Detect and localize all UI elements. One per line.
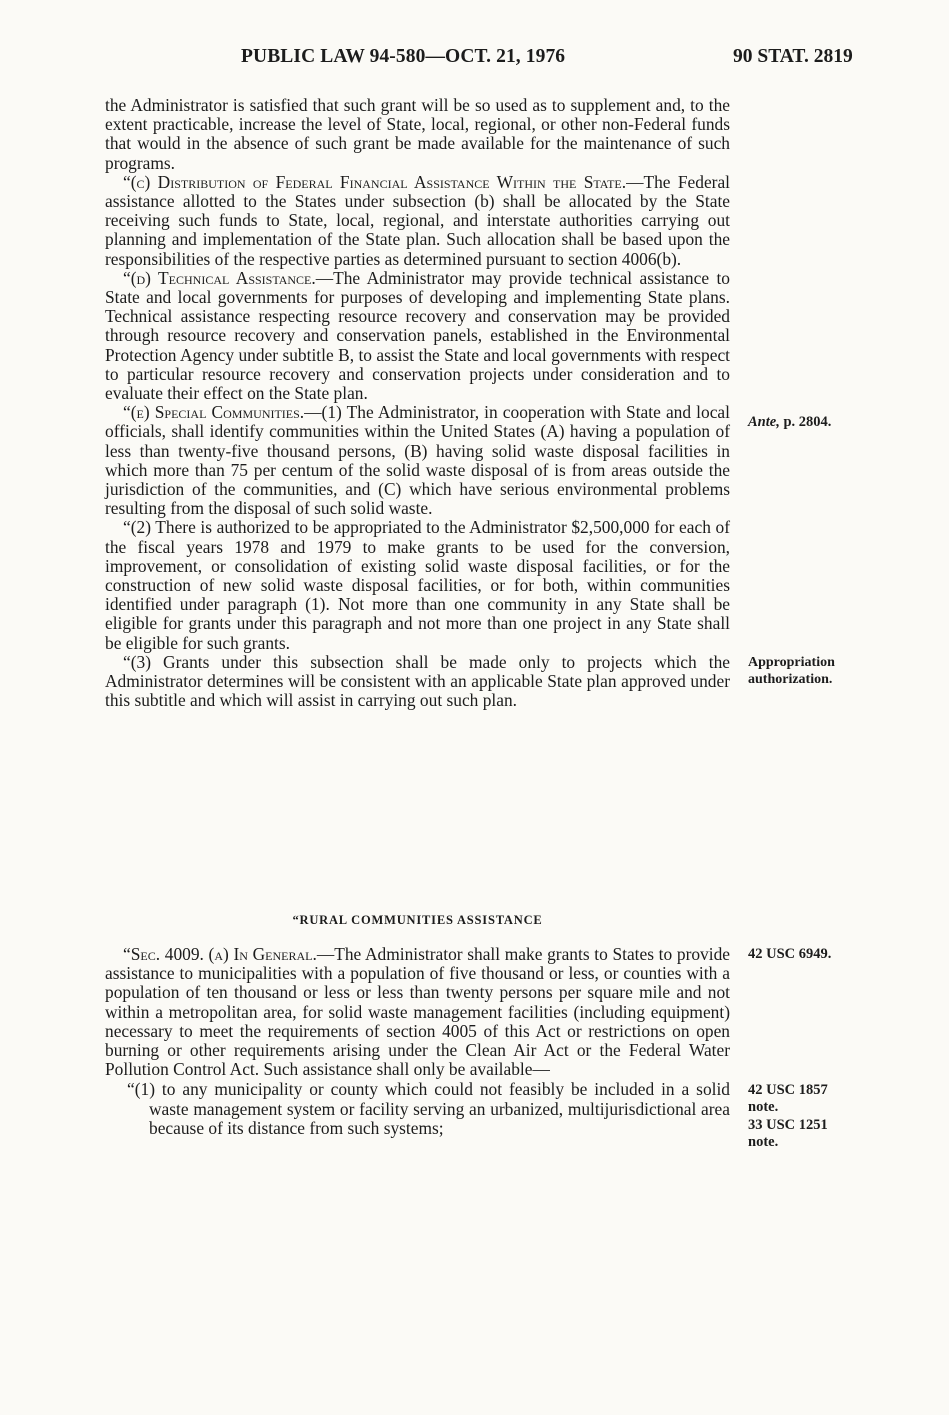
- paragraph-d: [105, 269, 730, 403]
- paragraph-e-body: —(1) The Administrator, in cooperation with State and local officials, shall identify communities within the United States (A) having a population of less than twenty-five thousand persons, (B) having solid waste disposal facilities in which more than 75 per centum of the solid waste disposal of is from areas outside the jurisdiction of the communities, and (C) which have serious environmental problems resulting from the disposal of such solid waste.: [105, 402, 730, 519]
- approp-line2: authorization.: [748, 672, 833, 687]
- section-4009-a: [105, 945, 730, 1079]
- margin-note-usc-1251: [748, 1117, 828, 1151]
- paragraph-e-heading: “(e) Special Communities.: [123, 402, 305, 423]
- paragraph-c-heading: “(c) Distribution of Federal Financial Assistance Within the State.: [123, 171, 627, 192]
- law-title: PUBLIC LAW 94-580—OCT. 21, 1976: [241, 46, 566, 67]
- section-4009-label: “Sec. 4009. (a) In General.: [123, 944, 317, 964]
- ante-page: p. 2804.: [783, 414, 832, 430]
- usc3-line1: 33 USC 1251: [748, 1117, 828, 1133]
- page-header: [105, 46, 875, 74]
- margin-note-usc-6949: 42 USC 6949.: [748, 946, 832, 962]
- usc2-line1: 42 USC 1857: [748, 1082, 828, 1098]
- paragraph-d-heading: “(d) Technical Assistance.: [123, 267, 316, 288]
- usc2-line2: note.: [748, 1099, 779, 1115]
- paragraph-e2: “(2) There is authorized to be appropriated to the Administrator $2,500,000 for each of the fiscal years 1978 and 1979 to make grants to be used for the conversion, improvement, or consolidation of existing solid waste disposal facilities, or for the construction of new solid waste disposal facilities, or for both, within communities identified under paragraph (1). Not more than one community in any State shall be eligible for grants under this paragraph and not more than one project in any State shall be eligible for such grants.: [105, 517, 730, 653]
- section-4009-body: —The Administrator shall make grants to States to provide assistance to municipalities with a population of five thousand or less, or counties with a population of ten thousand or less or less than twenty persons per square mile and not within a metropolitan area, for solid waste management facilities (including equipment) necessary to meet the requirements of section 4005 of this Act or restrictions on open burning or other requirements arising under the Clean Air Act or the Federal Water Pollution Control Act. Such assistance shall only be available—: [105, 944, 730, 1080]
- main-text-block: [105, 96, 730, 711]
- section-heading: “RURAL COMMUNITIES ASSISTANCE: [292, 913, 543, 927]
- margin-note-appropriation: [748, 654, 835, 688]
- section-4009-block: [105, 945, 730, 1138]
- stat-number: 90 STAT. 2819: [733, 46, 853, 67]
- margin-note-ante: [748, 414, 831, 431]
- approp-line1: Appropriation: [748, 655, 835, 670]
- usc3-line2: note.: [748, 1134, 779, 1150]
- paragraph-c: [105, 173, 730, 269]
- paragraph-e: [105, 403, 730, 518]
- ante-italic: Ante,: [748, 414, 780, 430]
- paragraph-d-body: —The Administrator may provide technical assistance to State and local governments for purposes of developing and implementing State plans. Technical assistance respecting resource recovery and conservation may be provided through resource recovery and conservation panels, established in the Environmental Protection Agency under subtitle B, to assist the State and local governments with respect to particular resource recovery and conservation projects under consideration and to evaluate their effect on the State plan.: [105, 267, 730, 404]
- section-4009-item-1: “(1) to any municipality or county which could not feasibly be included in a solid waste management system or facility serving an urbanized, multijurisdictional area because of its distance from such systems;: [127, 1079, 730, 1138]
- paragraph-c-body: —The Federal assistance allotted to the States under subsection (b) shall be allocated by the State receiving such funds to State, local, regional, and interstate authorities carrying out planning and implementation of the State plan. Such allocation shall be based upon the responsibilities of the respective parties as determined pursuant to section 4006(b).: [105, 171, 730, 269]
- margin-note-usc-1857: [748, 1082, 828, 1116]
- paragraph-e3: “(3) Grants under this subsection shall be made only to projects which the Administrator determines will be consistent with an applicable State plan approved under this subtitle and which will assist in carrying out such plan.: [105, 651, 730, 711]
- paragraph-continued: the Administrator is satisfied that such grant will be so used as to supplement and, to the extent practicable, increase the level of State, local, regional, or other non-Federal funds that would in the absence of such grant be made available for the maintenance of such programs.: [105, 95, 730, 173]
